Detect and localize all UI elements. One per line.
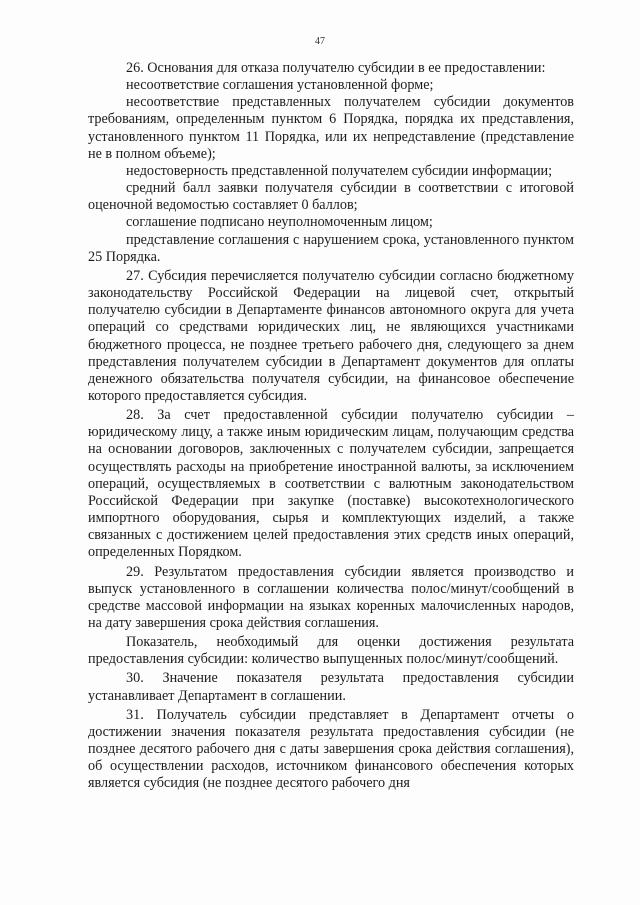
paragraph-26-ground-documents: несоответствие представленных получателем субсидии документов требованиям, определенным пунктом 6 Порядка, порядка их представления, установленного пунктом 11 Порядка, или их непредставление (представление не в полном объеме); bbox=[88, 94, 574, 162]
paragraph-26-ground-unauthorized: соглашение подписано неуполномоченным лицом; bbox=[126, 214, 433, 231]
paragraph-28: 28. За счет предоставленной субсидии получателю субсидии – юридическому лицу, а также иным юридическим лицам, получающим средства на основании договоров, заключенных с получателем субсидии, запрещается осуществлять расходы на приобретение иностранной валюты, за исключением операций, осуществляемых в соответствии с валютным законодательством Российской Федерации при закупке (поставке) высокотехнологического импортного оборудования, сырья и комплектующих изделий, а также связанных с достижением целей предоставления этих средств иных операций, определенных Порядком. bbox=[88, 407, 574, 561]
paragraph-30: 30. Значение показателя результата предоставления субсидии устанавливает Департамент в соглашении. bbox=[88, 670, 574, 704]
page-number: 47 bbox=[315, 36, 325, 47]
paragraph-26-ground-form: несоответствие соглашения установленной форме; bbox=[126, 77, 434, 94]
document-body bbox=[88, 60, 574, 793]
paragraph-26-heading: 26. Основания для отказа получателю субсидии в ее предоставлении: bbox=[126, 60, 546, 76]
paragraph-27: 27. Субсидия перечисляется получателю субсидии согласно бюджетному законодательству Российской Федерации на лицевой счет, открытый получателю субсидии в Департаменте финансов автономного округа для учета операций со средствами юридических лиц, не являющихся участниками бюджетного процесса, не позднее третьего рабочего дня, следующего за днем представления получателем субсидии в Департамент документов для оплаты денежного обязательства получателя субсидии, на финансовое обеспечение которого предоставляется субсидия. bbox=[88, 267, 574, 404]
paragraph-29: 29. Результатом предоставления субсидии является производство и выпуск установленного в соглашении количества полос/минут/сообщений в средстве массовой информации на языках коренных малочисленных народов, на дату завершения срока действия соглашения. bbox=[88, 563, 574, 631]
paragraph-26-ground-score: средний балл заявки получателя субсидии в соответствии с итоговой оценочной ведомостью составляет 0 баллов; bbox=[88, 180, 574, 214]
paragraph-26-ground-deadline: представление соглашения с нарушением срока, установленного пунктом 25 Порядка. bbox=[88, 231, 574, 265]
paragraph-29-indicator: Показатель, необходимый для оценки достижения результата предоставления субсидии: количество выпущенных полос/минут/сообщений. bbox=[88, 634, 574, 668]
paragraph-31: 31. Получатель субсидии представляет в Департамент отчеты о достижении значения показателя результата предоставления субсидии (не позднее десятого рабочего дня с даты завершения срока действия соглашения), об осуществлении расходов, источником финансового обеспечения которых является субсидия (не позднее десятого рабочего дня bbox=[88, 706, 574, 792]
paragraph-26-ground-unreliable: недостоверность представленной получателем субсидии информации; bbox=[126, 162, 553, 179]
